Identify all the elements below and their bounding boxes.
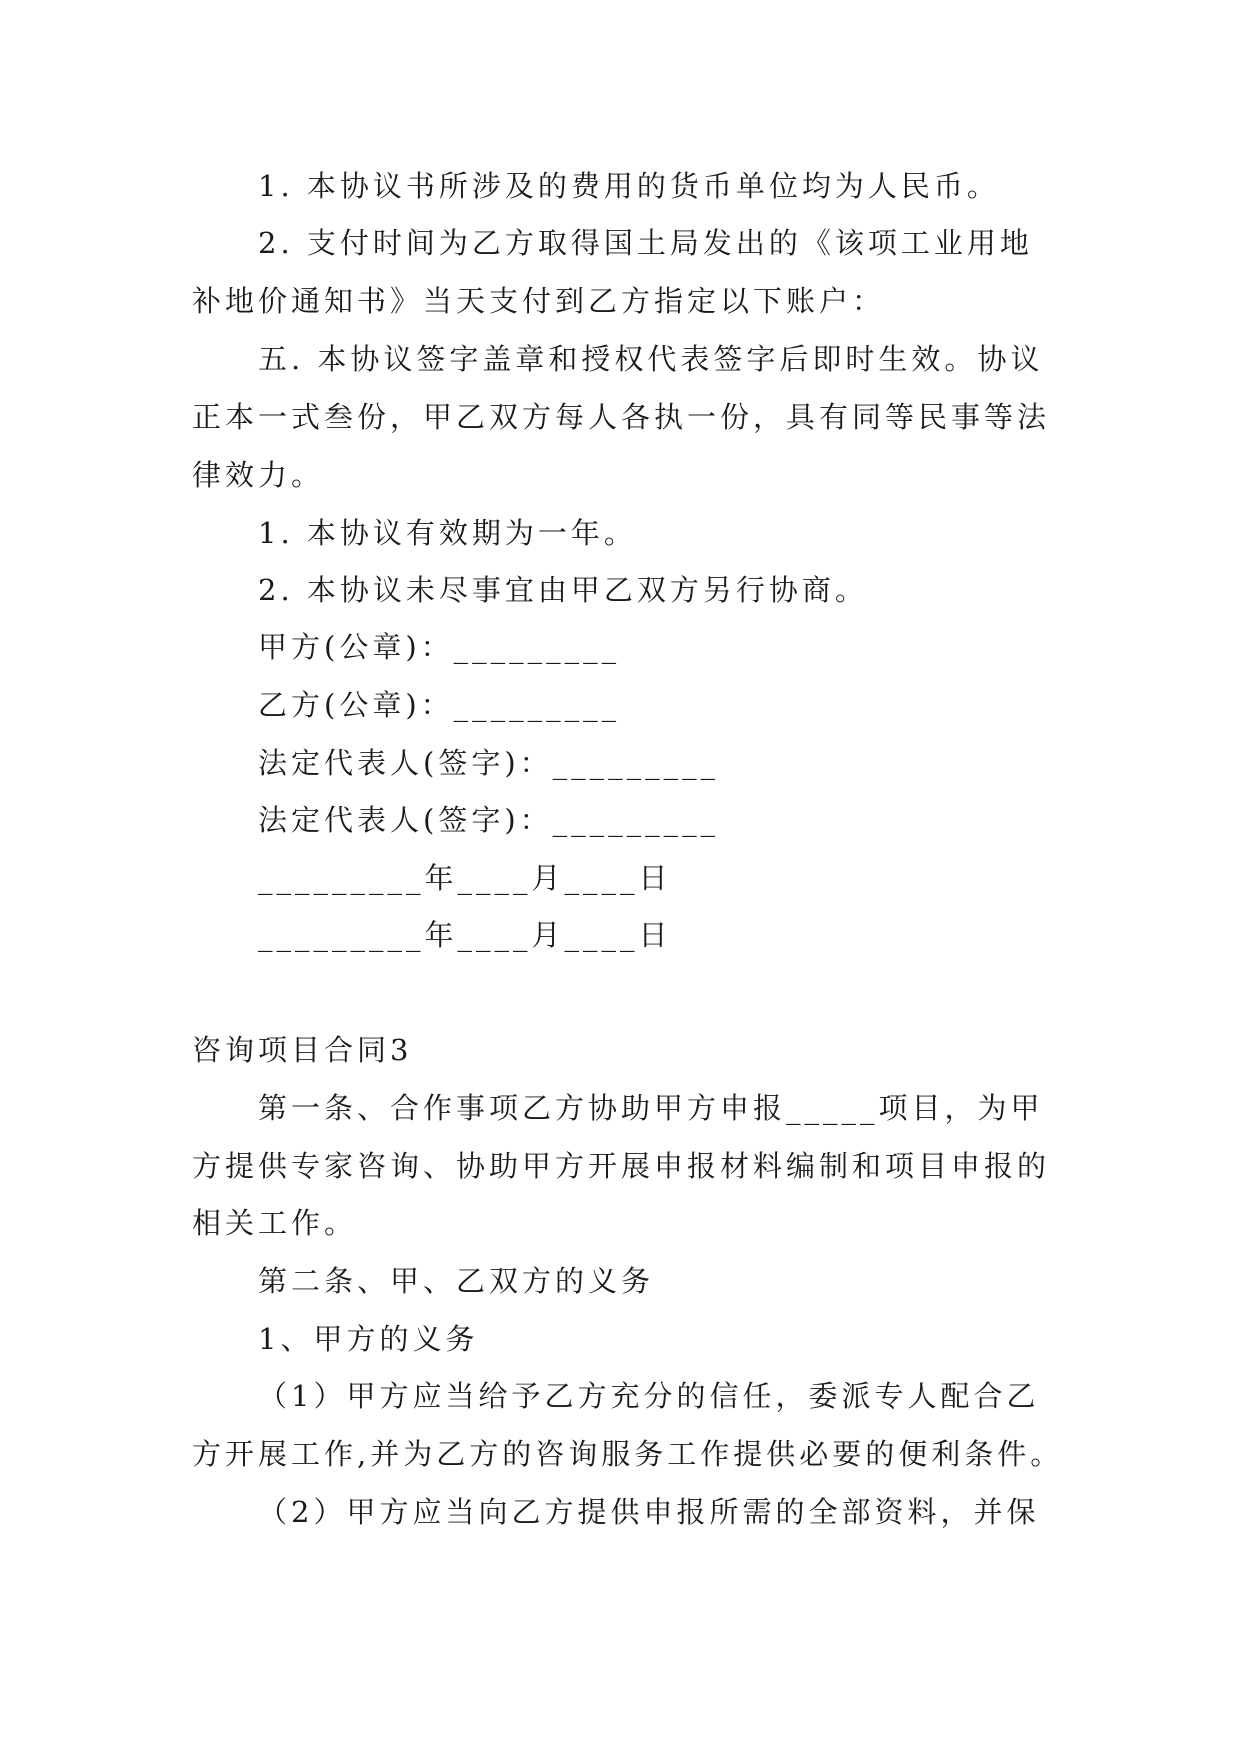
clause-line-currency: 1. 本协议书所涉及的费用的货币单位均为人民币。 bbox=[258, 169, 1000, 203]
legal-rep-sign-line-a: 法定代表人(签字)：_________ bbox=[258, 746, 720, 780]
section-title: 咨询项目合同3 bbox=[192, 1033, 413, 1067]
clause-line-payment-time-cont: 补地价通知书》当天支付到乙方指定以下账户： bbox=[192, 284, 886, 318]
article-one-end: 相关工作。 bbox=[192, 1206, 358, 1240]
article-one-line: 第一条、合作事项乙方协助甲方申报_____项目，为甲 bbox=[258, 1091, 1044, 1125]
party-a-seal-line: 甲方(公章)：_________ bbox=[258, 630, 621, 664]
legal-rep-sign-line-b: 法定代表人(签字)：_________ bbox=[258, 803, 720, 837]
clause-line-effective-end: 律效力。 bbox=[192, 458, 325, 492]
date-line-b: _________年____月____日 bbox=[258, 918, 672, 952]
duty-item-1: （1）甲方应当给予乙方充分的信任，委派专人配合乙 bbox=[258, 1379, 1040, 1413]
clause-line-unresolved: 2. 本协议未尽事宜由甲乙双方另行协商。 bbox=[258, 573, 868, 607]
duty-item-1-cont: 方开展工作,并为乙方的咨询服务工作提供必要的便利条件。 bbox=[192, 1437, 1064, 1471]
party-b-seal-line: 乙方(公章)：_________ bbox=[258, 688, 621, 722]
clause-line-validity: 1. 本协议有效期为一年。 bbox=[258, 516, 637, 550]
clause-line-effective-cont: 正本一式叁份，甲乙双方每人各执一份，具有同等民事等法 bbox=[192, 400, 1051, 434]
article-one-cont: 方提供专家咨询、协助甲方开展申报材料编制和项目申报的 bbox=[192, 1149, 1051, 1183]
duty-item-2: （2）甲方应当向乙方提供申报所需的全部资料，并保 bbox=[258, 1495, 1040, 1529]
date-line-a: _________年____月____日 bbox=[258, 861, 672, 895]
party-a-duties-heading: 1、甲方的义务 bbox=[258, 1322, 479, 1356]
article-two-heading: 第二条、甲、乙双方的义务 bbox=[258, 1264, 655, 1298]
clause-line-payment-time: 2. 支付时间为乙方取得国土局发出的《该项工业用地 bbox=[258, 226, 1033, 260]
clause-line-effective: 五. 本协议签字盖章和授权代表签字后即时生效。协议 bbox=[258, 342, 1044, 376]
